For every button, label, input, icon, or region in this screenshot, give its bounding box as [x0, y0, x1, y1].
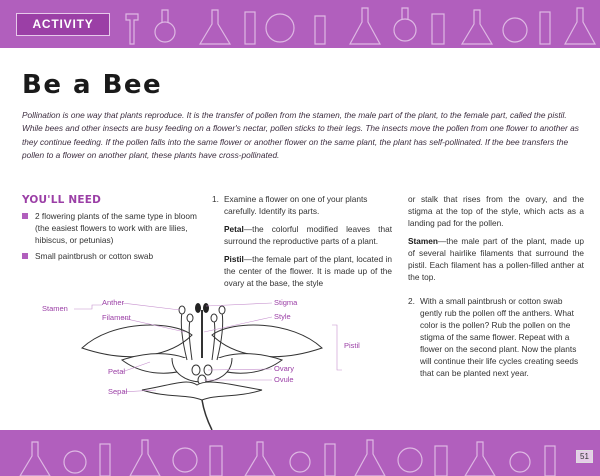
- lab-glassware-pattern: [0, 430, 600, 476]
- label-petal: Petal: [108, 367, 126, 376]
- right-petal: [212, 325, 322, 357]
- steps-column-1: [212, 193, 392, 295]
- label-stigma: Stigma: [274, 298, 298, 307]
- anther: [219, 306, 225, 314]
- sepal: [142, 382, 262, 400]
- flower-diagram: [22, 290, 392, 430]
- header-band: [0, 0, 600, 48]
- definition-text: —the female part of the plant, located in the center of the flower. It is made up of the ovary at the base, the style: [224, 254, 392, 288]
- step-text: With a small paintbrush or cotton swab gently rub the pollen off the anthers. What color is the pollen? Rub the pollen on the stigma of the same flower. Repeat with a flower on the second plant. Now the plants will continue their life cycles creating seeds that can be planted next year.: [420, 296, 579, 378]
- filament: [189, 320, 192, 360]
- needs-list: [22, 210, 202, 266]
- list-item: [22, 210, 202, 246]
- definition-text: —the colorful modified leaves that surround the reproductive parts of a plant.: [224, 224, 392, 246]
- intro-paragraph: Pollination is one way that plants reproduce. It is the transfer of pollen from the stamen, the male part of the plant, to the female part, called the pistil. While bees and other insects are busy feeding on a flower's nectar, pollen sticks to their legs. The insects move the pollen from one flower to another as they continue feeding. If the pollen falls into the same flower or another flower on the same plant, the plant has self-pollinated. If the bee transfers the pollen to a flower on another plant, these plants have cross-pollinated.: [22, 110, 579, 160]
- needs-item-text: 2 flowering plants of the same type in bloom (the easiest flowers to work with are lilies, hibiscus, or petunias): [35, 211, 197, 245]
- term: Stamen: [408, 236, 438, 246]
- label-ovule: Ovule: [274, 375, 294, 384]
- needs-heading: YOU'LL NEED: [22, 194, 101, 206]
- filament: [212, 320, 215, 360]
- page-title: Be a Bee: [22, 70, 163, 100]
- label-style: Style: [274, 312, 291, 321]
- step-number: 2.: [408, 296, 415, 306]
- needs-item-text: Small paintbrush or cotton swab: [35, 251, 154, 261]
- stigma: [195, 303, 201, 313]
- label-filament: Filament: [102, 313, 131, 322]
- label-stamen: Stamen: [42, 304, 68, 313]
- pistil-definition: [212, 253, 392, 289]
- label-sepal: Sepal: [108, 387, 128, 396]
- square-bullet-icon: [22, 253, 28, 259]
- pistil-definition-continued: or stalk that rises from the ovary, and the stigma at the top of the style, which acts as a landing pad for the pollen.: [408, 194, 584, 228]
- anther: [211, 314, 217, 322]
- anther: [187, 314, 193, 322]
- label-ovary: Ovary: [274, 364, 295, 373]
- step-2: [408, 295, 584, 379]
- footer-band: [0, 430, 600, 476]
- page-number: 51: [576, 450, 593, 463]
- stamen-definition: [408, 235, 584, 283]
- ovule: [192, 365, 200, 375]
- step-number: 1.: [212, 194, 219, 204]
- square-bullet-icon: [22, 213, 28, 219]
- flower-illustration: [22, 290, 392, 430]
- steps-column-2: [408, 193, 584, 385]
- definition-text: —the male part of the plant, made up of several hairlike filaments that surround the pistil. Each filament has a pollen-filled anther at the top.: [408, 236, 584, 282]
- stem: [202, 400, 212, 430]
- activity-tag: ACTIVITY: [16, 13, 110, 36]
- step-1: [212, 193, 392, 217]
- step-text: Examine a flower on one of your plants carefully. Identify its parts.: [224, 194, 368, 216]
- label-anther: Anther: [102, 298, 125, 307]
- term: Pistil: [224, 254, 244, 264]
- list-item: [22, 250, 202, 262]
- stigma: [203, 303, 209, 313]
- label-pistil: Pistil: [344, 341, 360, 350]
- term: Petal: [224, 224, 244, 234]
- petal-definition: [212, 223, 392, 247]
